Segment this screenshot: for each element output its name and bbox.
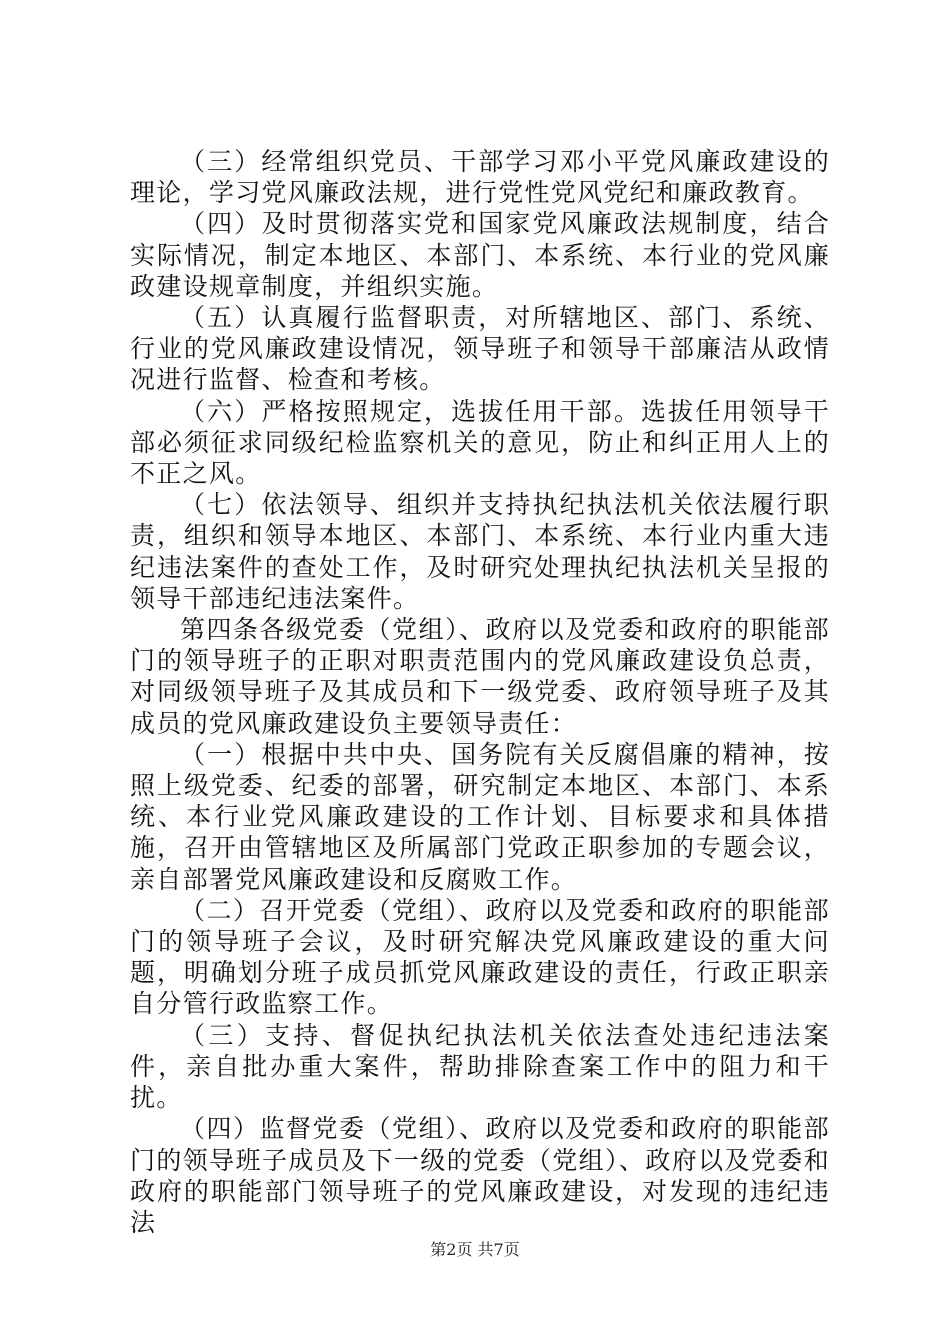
paragraph-san-cases: （三）支持、督促执纪执法机关依法查处违纪违法案件，亲自批办重大案件，帮助排除查案工作中的阻力和干扰。 — [130, 1020, 830, 1113]
paragraph-article-four: 第四条各级党委（党组）、政府以及党委和政府的职能部门的领导班子的正职对职责范围内的党风廉政建设负总责，对同级领导班子及其成员和下一级党委、政府领导班子及其成员的党风廉政建设负主要领导责任： — [130, 615, 830, 738]
paragraph-er-meeting: （二）召开党委（党组）、政府以及党委和政府的职能部门的领导班子会议，及时研究解决党风廉政建设的重大问题，明确划分班子成员抓党风廉政建设的责任，行政正职亲自分管行政监察工作。 — [130, 895, 830, 1019]
document-body — [130, 146, 830, 1238]
paragraph-san-study: （三）经常组织党员、干部学习邓小平党风廉政建设的理论，学习党风廉政法规，进行党性党风党纪和廉政教育。 — [130, 147, 830, 208]
paragraph-liu-appoint: （六）严格按照规定，选拔任用干部。选拔任用领导干部必须征求同级纪检监察机关的意见，防止和纠正用人上的不正之风。 — [130, 396, 830, 489]
paragraph-si-implement: （四）及时贯彻落实党和国家党风廉政法规制度，结合实际情况，制定本地区、本部门、本系统、本行业的党风廉政建设规章制度，并组织实施。 — [130, 209, 830, 301]
paragraph-qi-lead: （七）依法领导、组织并支持执纪执法机关依法履行职责，组织和领导本地区、本部门、本系统、本行业内重大违纪违法案件的查处工作，及时研究处理执纪执法机关呈报的领导干部违纪违法案件。 — [130, 490, 830, 613]
paragraph-si-oversee: （四）监督党委（党组）、政府以及党委和政府的职能部门的领导班子成员及下一级的党委（党组）、政府以及党委和政府的职能部门领导班子的党风廉政建设，对发现的违纪违法 — [130, 1114, 830, 1237]
paragraph-wu-supervise: （五）认真履行监督职责，对所辖地区、部门、系统、行业的党风廉政建设情况，领导班子和领导干部廉洁从政情况进行监督、检查和考核。 — [130, 303, 830, 395]
paragraph-yi-plan: （一）根据中共中央、国务院有关反腐倡廉的精神，按照上级党委、纪委的部署，研究制定本地区、本部门、本系统、本行业党风廉政建设的工作计划、目标要求和具体措施，召开由管辖地区及所属部门党政正职参加的专题会议，亲自部署党风廉政建设和反腐败工作。 — [130, 739, 830, 894]
page-number-footer: 第2页 共7页 — [430, 1240, 520, 1259]
